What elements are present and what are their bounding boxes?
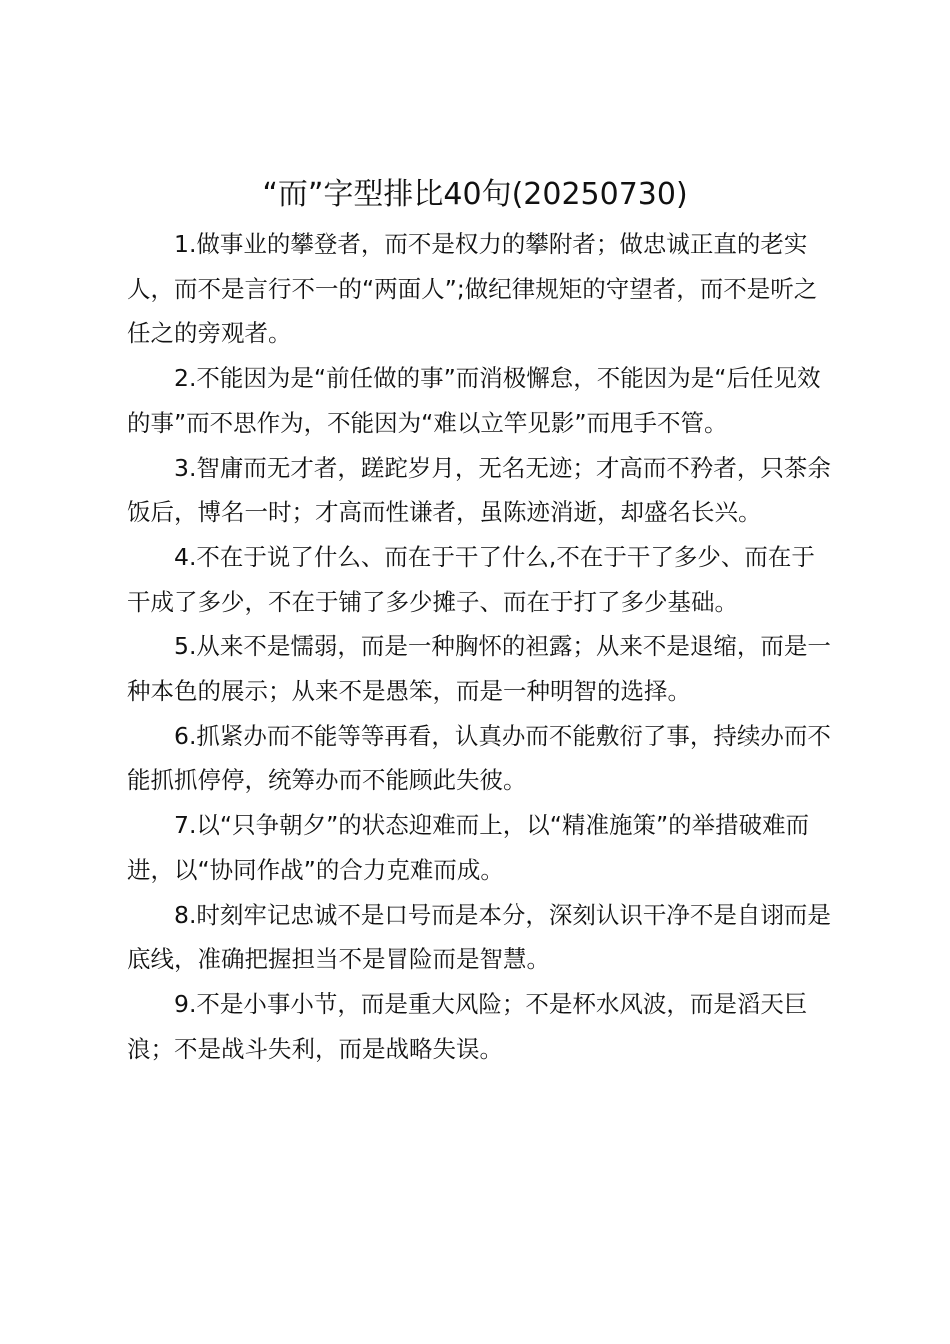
paragraph-8: 8.时刻牢记忠诚不是口号而是本分，深刻认识干净不是自诩而是底线，准确把握担当不是冒险而是智慧。 [127,900,831,974]
document-title: “而”字型排比40句(20250730) [262,177,688,212]
paragraph-9: 9.不是小事小节，而是重大风险；不是杯水风波，而是滔天巨浪；不是战斗失利，而是战略失误。 [127,989,808,1063]
paragraph-7: 7.以“只争朝夕”的状态迎难而上，以“精准施策”的举措破难而进，以“协同作战”的合力克难而成。 [127,811,810,884]
paragraph-6: 6.抓紧办而不能等等再看，认真办而不能敷衍了事，持续办而不能抓抓停停，统筹办而不能顾此失彼。 [127,721,831,795]
paragraph-5: 5.从来不是懦弱，而是一种胸怀的袒露；从来不是退缩，而是一种本色的展示；从来不是愚笨，而是一种明智的选择。 [127,632,831,706]
paragraph-2: 2.不能因为是“前任做的事”而消极懈怠，不能因为是“后任见效的事”而不思作为，不能因为“难以立竿见影”而甩手不管。 [127,364,821,437]
paragraph-4: 4.不在于说了什么、而在于干了什么,不在于干了多少、而在于干成了多少，不在于铺了多少摊子、而在于打了多少基础。 [127,542,815,616]
paragraph-3: 3.智庸而无才者，蹉跎岁月，无名无迹；才高而不矜者，只茶余饭后，博名一时；才高而性谦者，虽陈迹消逝，却盛名长兴。 [127,453,831,527]
document-body [127,222,832,1071]
paragraph-1: 1.做事业的攀登者，而不是权力的攀附者；做忠诚正直的老实人，而不是言行不一的“两面人”;做纪律规矩的守望者，而不是听之任之的旁观者。 [127,230,818,348]
